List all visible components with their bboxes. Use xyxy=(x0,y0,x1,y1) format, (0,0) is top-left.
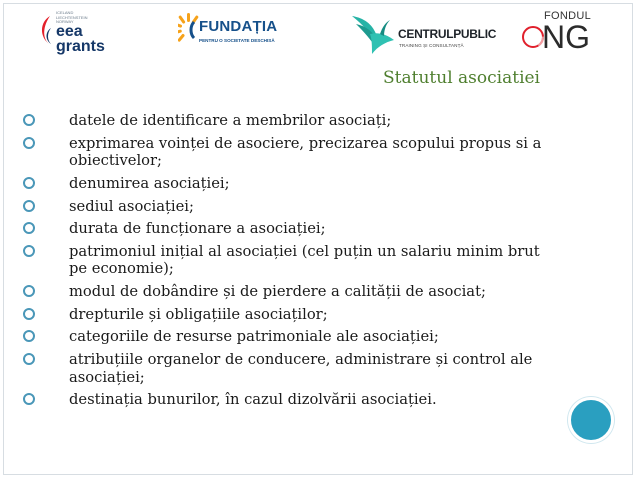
bullet-text: modul de dobândire și de pierdere a calității de asociat; xyxy=(69,283,486,301)
bullet-item xyxy=(22,198,562,215)
bullet-item xyxy=(22,351,562,386)
bullet-text: categoriile de resurse patrimoniale ale asociației; xyxy=(69,328,439,346)
hollow-circle-bullet-icon xyxy=(22,113,36,127)
ong-big-letters: NG xyxy=(542,19,590,55)
bullet-text: exprimarea voinței de asociere, precizarea scopului propus si a obiectivelor; xyxy=(69,134,542,170)
bullet-item xyxy=(22,306,562,323)
centrul-public-logo xyxy=(350,12,497,56)
fundatia-tagline: PENTRU O SOCIETATE DESCHISĂ xyxy=(199,38,275,43)
bullet-item xyxy=(22,328,562,345)
bullet-item xyxy=(22,283,562,300)
slide-title: Statutul asociatiei xyxy=(383,68,540,88)
bullet-text: patrimoniul inițial al asociației (cel puțin un salariu minim brut pe economie); xyxy=(69,242,540,278)
bullet-text: denumirea asociației; xyxy=(69,174,230,192)
bullet-item xyxy=(22,391,562,408)
fondul-ong-logo xyxy=(520,10,590,54)
centrul-name: CENTRULPUBLIC xyxy=(398,27,497,41)
bullet-item xyxy=(22,175,562,192)
hollow-circle-bullet-icon xyxy=(22,221,36,235)
grants-word: grants xyxy=(56,38,105,55)
bullet-text: destinația bunurilor, în cazul dizolvării asociației. xyxy=(69,391,437,409)
hollow-circle-bullet-icon xyxy=(22,244,36,258)
hollow-circle-bullet-icon xyxy=(22,176,36,190)
hollow-circle-bullet-icon xyxy=(22,392,36,406)
eea-grants-logo xyxy=(36,10,106,58)
hollow-circle-bullet-icon xyxy=(22,329,36,343)
fundatia-sunburst-icon xyxy=(178,12,200,48)
eea-swoosh-icon xyxy=(36,12,54,56)
hollow-circle-bullet-icon xyxy=(22,136,36,150)
hollow-circle-bullet-icon xyxy=(22,307,36,321)
hollow-circle-bullet-icon xyxy=(22,352,36,366)
bullet-text: sediul asociației; xyxy=(69,197,194,215)
bullet-item xyxy=(22,112,562,129)
eea-word: eea xyxy=(56,23,83,40)
bird-icon xyxy=(350,12,398,56)
centrul-tagline: TRAINING ȘI CONSULTANȚĂ xyxy=(399,43,464,48)
bullet-text: drepturile și obligațiile asociaților; xyxy=(69,305,328,323)
bullet-list xyxy=(22,112,562,414)
bullet-item xyxy=(22,243,562,278)
fundatia-logo xyxy=(178,12,308,50)
bullet-text: durata de funcționare a asociației; xyxy=(69,220,326,238)
ong-top-word: FONDUL xyxy=(544,10,592,22)
eea-countries: ICELAND LIECHTENSTEIN NORWAY xyxy=(56,10,88,24)
bullet-item xyxy=(22,135,562,170)
bullet-text: atribuțiile organelor de conducere, administrare și control ale asociației; xyxy=(69,351,533,386)
decorative-circle xyxy=(568,397,614,443)
hollow-circle-bullet-icon xyxy=(22,284,36,298)
bullet-text: datele de identificare a membrilor asociați; xyxy=(69,112,392,129)
bullet-item xyxy=(22,220,562,237)
hollow-circle-bullet-icon xyxy=(22,199,36,213)
fundatia-name: FUNDAȚIA xyxy=(199,18,278,35)
